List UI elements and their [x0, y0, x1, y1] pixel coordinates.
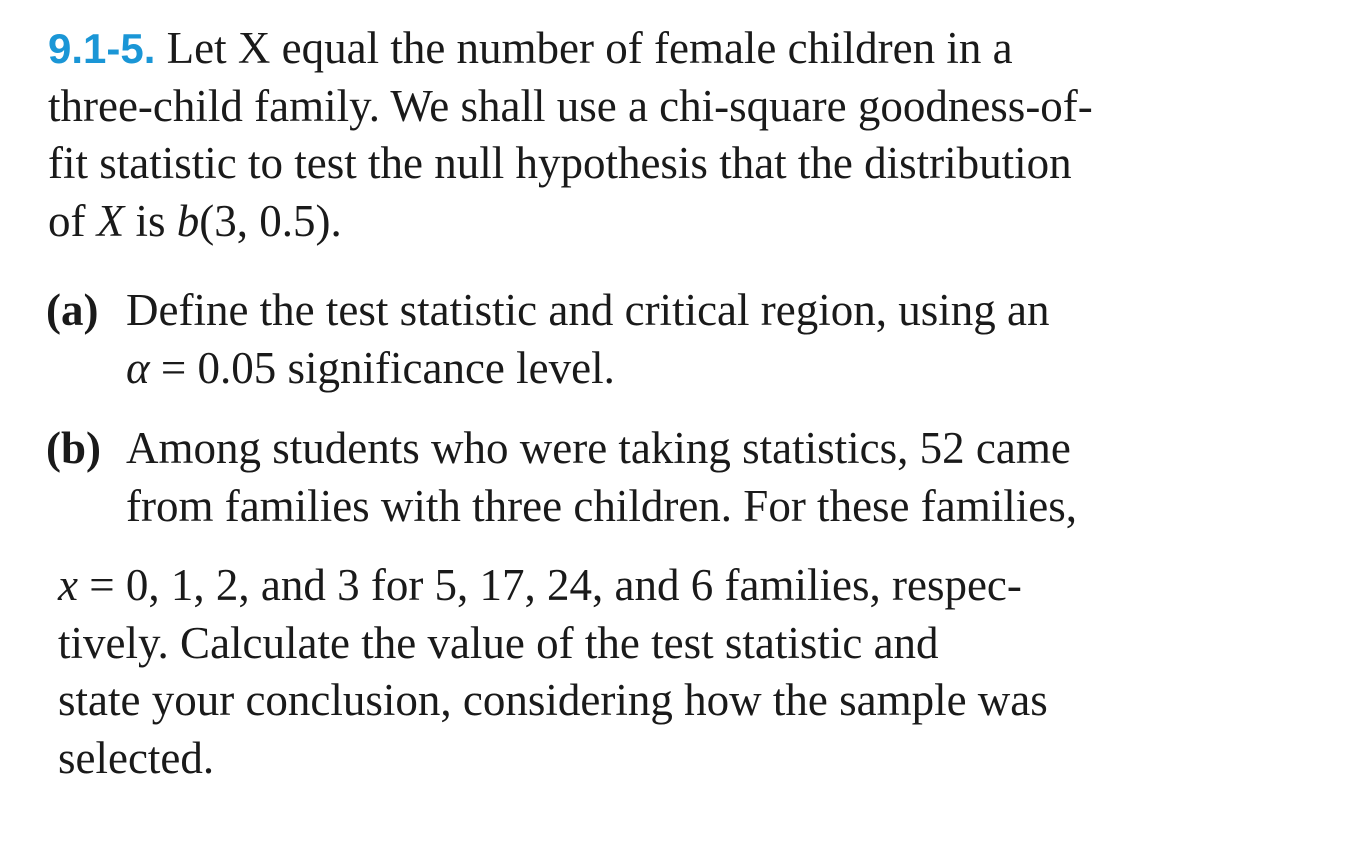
- part-b-line-2: from families with three children. For these families,: [126, 480, 1077, 531]
- random-variable-x: X: [96, 195, 125, 246]
- intro-text-2: three-child family. We shall use a chi-square goodness-of-: [48, 80, 1093, 131]
- intro-text-1: Let X equal the number of female children in a: [166, 23, 1013, 73]
- problem-line-1: [48, 20, 1286, 78]
- part-a-line-2: [126, 340, 1286, 398]
- part-a: [46, 282, 1286, 397]
- part-b-line-1: Among students who were taking statistics, 52 came: [126, 423, 1071, 473]
- intro-text-4-mid: is: [124, 195, 177, 246]
- part-b-line-6: selected.: [58, 732, 215, 783]
- problem-line-4: [48, 193, 1286, 251]
- part-b-label: (b): [46, 423, 101, 473]
- part-b-line-3: [58, 557, 1222, 615]
- alpha-symbol: α: [126, 342, 150, 393]
- part-b: [46, 420, 1286, 535]
- problem-number: 9.1-5.: [48, 25, 156, 72]
- part-b-line-3-rest: = 0, 1, 2, and 3 for 5, 17, 24, and 6 families, respec-: [77, 560, 1022, 610]
- intro-text-3: fit statistic to test the null hypothesis that the distribution: [48, 138, 1072, 188]
- part-b-line-5: state your conclusion, considering how the sample was: [58, 675, 1048, 725]
- part-a-line-1: Define the test statistic and critical region, using an: [126, 285, 1050, 335]
- problem-statement: [48, 20, 1286, 250]
- part-b-continued: [58, 557, 1222, 787]
- part-a-label: (a): [46, 285, 99, 335]
- binomial-function: b: [176, 195, 200, 246]
- intro-text-4-pre: of: [48, 195, 97, 246]
- intro-text-4-post: (3, 0.5).: [199, 195, 342, 246]
- part-b-line-4: tively. Calculate the value of the test statistic and: [58, 617, 939, 668]
- variable-x: x: [58, 560, 78, 610]
- part-a-line-2-rest: = 0.05 significance level.: [149, 342, 615, 393]
